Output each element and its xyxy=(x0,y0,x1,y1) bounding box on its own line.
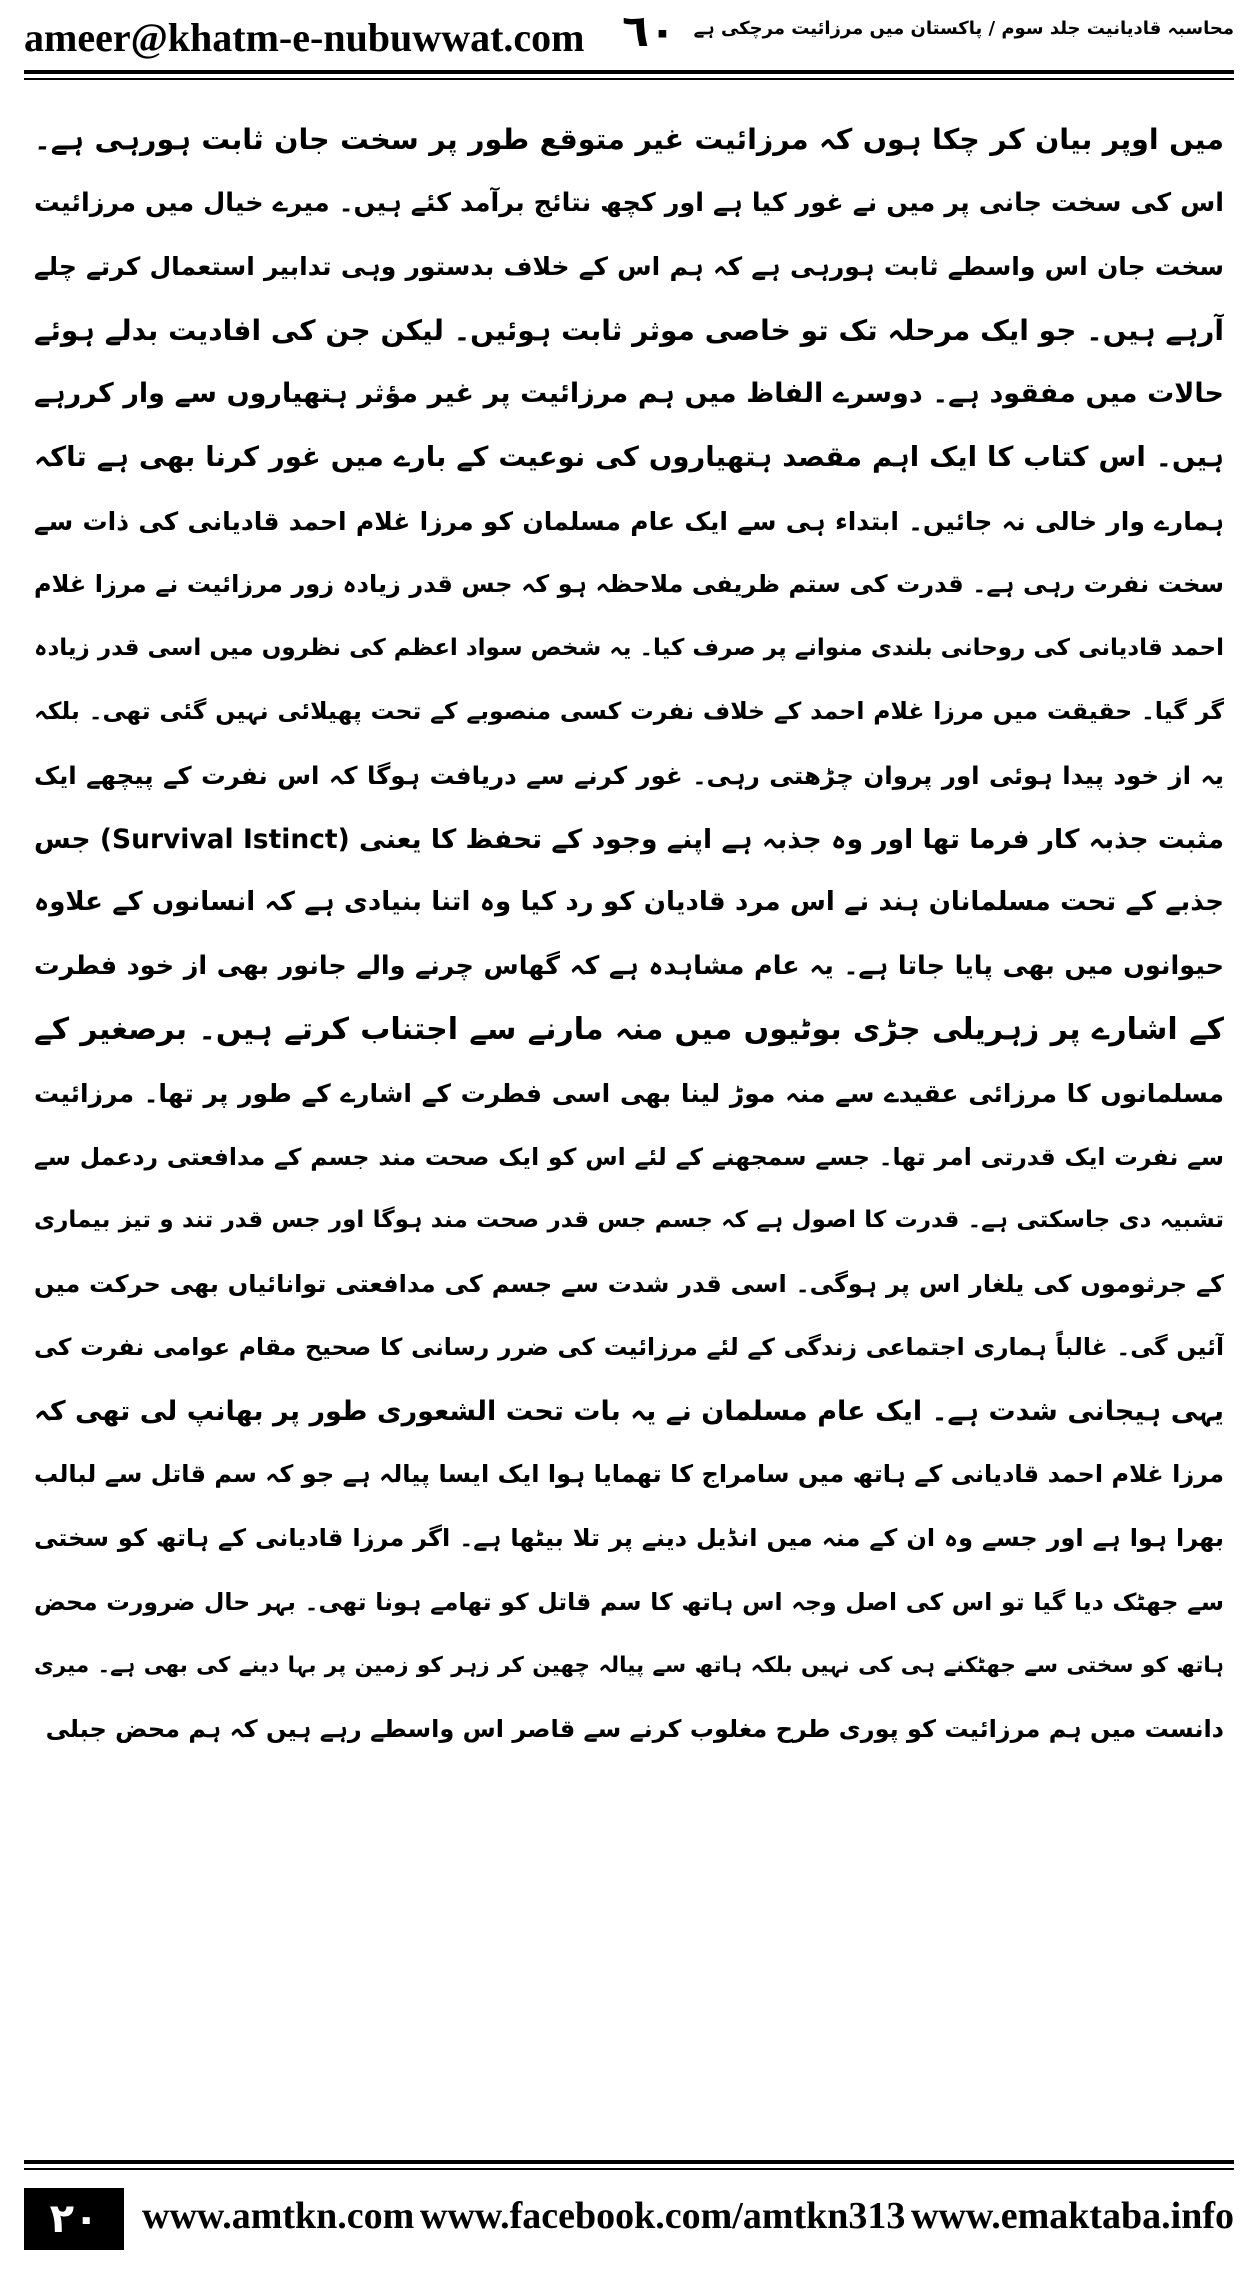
header-running-title: محاسبہ قادیانیت جلد سوم / پاکستان میں مرزائیت مرچکی ہے xyxy=(694,18,1234,39)
text-line: ہاتھ کو سختی سے جھٹکنے ہی کی نہیں بلکہ ہاتھ سے پیالہ چھین کر زہر کو زمین پر بہا دینے کی بھی ہے۔ میری xyxy=(34,1653,1224,1679)
text-line: آئیں گی۔ غالباً ہماری اجتماعی زندگی کے لئے مرزائیت کی ضرر رسانی کا صحیح مقام عوامی نفرت کی xyxy=(34,1333,1224,1362)
header-rule-thick xyxy=(24,70,1234,74)
footer-page-number: ۲۰ xyxy=(24,2188,124,2250)
text-line: سے نفرت ایک قدرتی امر تھا۔ جسے سمجھنے کے لئے اس کو ایک صحت مند جسم کے مدافعتی ردعمل سے xyxy=(34,1142,1224,1171)
footer-links xyxy=(142,2194,1234,2238)
footer-rule-thin xyxy=(24,2168,1234,2170)
header-rule-thin xyxy=(24,78,1234,80)
page-header xyxy=(24,8,1234,108)
footer-link-emaktaba[interactable]: www.emaktaba.info xyxy=(910,2195,1234,2237)
text-line: کے اشارے پر زہریلی جڑی بوٹیوں میں منہ مارنے سے اجتناب کرتے ہیں۔ برصغیر کے xyxy=(34,1012,1224,1048)
text-line: گر گیا۔ حقیقت میں مرزا غلام احمد کے خلاف نفرت کسی منصوبے کے تحت پھیلائی نہیں گئی تھی۔ بلکہ xyxy=(34,697,1224,726)
text-line: احمد قادیانی کی روحانی بلندی منوانے پر صرف کیا۔ یہ شخص سواد اعظم کی نظروں میں اسی قدر زیادہ xyxy=(34,634,1224,661)
body-text xyxy=(34,108,1224,1761)
text-line: ہمارے وار خالی نہ جائیں۔ ابتداء ہی سے ایک عام مسلمان کو مرزا غلام احمد قادیانی کی ذات سے xyxy=(34,506,1224,536)
page-footer xyxy=(24,2160,1234,2270)
footer-link-amtkn[interactable]: www.amtkn.com xyxy=(142,2195,415,2237)
text-line: مرزا غلام احمد قادیانی کے ہاتھ میں سامراج کا تھمایا ہوا ایک ایسا پیالہ ہے جو کہ سم قاتل سے لبالب xyxy=(34,1460,1224,1489)
text-line: کے جرثوموں کی یلغار اس پر ہوگی۔ اسی قدر شدت سے جسم کی مدافعتی توانائیاں بھی حرکت میں xyxy=(34,1269,1224,1298)
text-line: حالات میں مفقود ہے۔ دوسرے الفاظ میں ہم مرزائیت پر غیر مؤثر ہتھیاروں سے وار کررہے xyxy=(34,378,1224,410)
header-page-number: ٦٠ xyxy=(622,6,676,57)
text-line: حیوانوں میں بھی پایا جاتا ہے۔ یہ عام مشاہدہ ہے کہ گھاس چرنے والے جانور بھی از خود فطرت xyxy=(34,950,1224,981)
text-line: ہیں۔ اس کتاب کا ایک اہم مقصد ہتھیاروں کی نوعیت کے بارے میں غور کرنا بھی ہے تاکہ xyxy=(34,440,1224,473)
footer-link-facebook[interactable]: www.facebook.com/amtkn313 xyxy=(419,2195,906,2237)
text-line: اس کی سخت جانی پر میں نے غور کیا ہے اور کچھ نتائج برآمد کئے ہیں۔ میرے خیال میں مرزائیت xyxy=(34,187,1224,218)
text-line: دانست میں ہم مرزائیت کو پوری طرح مغلوب کرنے سے قاصر اس واسطے رہے ہیں کہ ہم محض جبلی xyxy=(45,1714,1224,1743)
text-line: میں اوپر بیان کر چکا ہوں کہ مرزائیت غیر متوقع طور پر سخت جان ثابت ہورہی ہے۔ xyxy=(34,123,1224,156)
text-line: جذبے کے تحت مسلمانان ہند نے اس مرد قادیان کو رد کیا وہ اتنا بنیادی ہے کہ انسانوں کے علاوہ xyxy=(34,887,1224,918)
text-line: سے جھٹک دیا گیا تو اس کی اصل وجہ اس ہاتھ کا سم قاتل کو تھامے ہونا تھی۔ بہر حال ضرورت محض xyxy=(34,1587,1224,1616)
text-line: مسلمانوں کا مرزائی عقیدے سے منہ موڑ لینا بھی اسی فطرت کے اشارے کے طور پر تھا۔ مرزائیت xyxy=(34,1078,1224,1108)
footer-rule-thick xyxy=(24,2160,1234,2164)
text-line: یہی ہیجانی شدت ہے۔ ایک عام مسلمان نے یہ بات تحت الشعوری طور پر بھانپ لی تھی کہ xyxy=(34,1395,1224,1427)
text-line: آرہے ہیں۔ جو ایک مرحلہ تک تو خاصی موثر ثابت ہوئیں۔ لیکن جن کی افادیت بدلے ہوئے xyxy=(34,313,1224,347)
text-line: مثبت جذبہ کار فرما تھا اور وہ جذبہ ہے اپنے وجود کے تحفظ کا یعنی (Survival Istinct) جس xyxy=(34,823,1224,855)
text-line: بھرا ہوا ہے اور جسے وہ ان کے منہ میں انڈیل دینے پر تلا بیٹھا ہے۔ اگر مرزا قادیانی کے ہاتھ کو سختی xyxy=(34,1524,1224,1553)
text-line: سخت نفرت رہی ہے۔ قدرت کی ستم ظریفی ملاحظہ ہو کہ جس قدر زیادہ زور مرزائیت نے مرزا غلام xyxy=(34,570,1224,599)
header-email[interactable]: ameer@khatm-e-nubuwwat.com xyxy=(24,15,585,60)
text-line: تشبیہ دی جاسکتی ہے۔ قدرت کا اصول ہے کہ جسم جس قدر صحت مند ہوگا اور جس قدر تند و تیز بیماری xyxy=(34,1207,1224,1234)
text-line: سخت جان اس واسطے ثابت ہورہی ہے کہ ہم اس کے خلاف بدستور وہی تدابیر استعمال کرتے چلے xyxy=(34,252,1224,282)
text-line: یہ از خود پیدا ہوئی اور پروان چڑھتی رہی۔ غور کرنے سے دریافت ہوگا کہ اس نفرت کے پیچھے ایک xyxy=(34,760,1224,790)
